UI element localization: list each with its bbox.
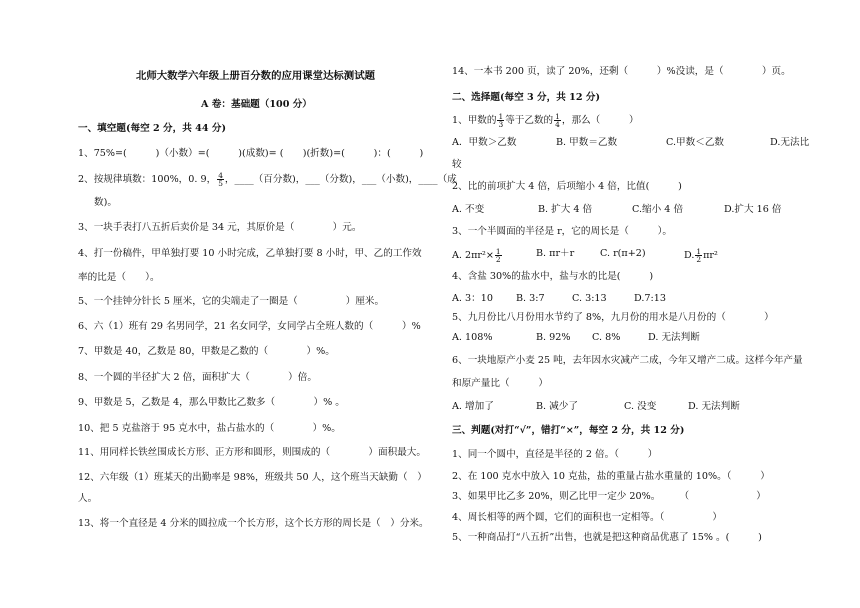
fill-question-14: 14、一本书 200 页，读了 20%，还剩（ ）%没读，是（ ）页。 [452,66,791,77]
option-b: B. 减少了 [536,401,578,412]
fill-question-2-wrap: 数)。 [94,197,117,208]
judge-question-1: 1、同一个圆中，直径是半径的 2 倍。（ ） [452,449,658,460]
option-a [452,248,503,263]
fraction-denominator: 2 [495,255,501,264]
option-b: B. 扩大 4 倍 [538,204,593,215]
choice-question-5: 5、九月份比八月份用水节约了 8%，九月份的用水是八月份的（ ） [452,312,774,323]
fill-question-7: 7、甲数是 40，乙数是 80，甲数是乙数的（ ）%。 [78,346,335,357]
fill-question-5: 5、一个挂钟分针长 5 厘米，它的尖端走了一圈是（ ）厘米。 [78,296,385,307]
option-d-prefix: D. [684,250,695,261]
fraction-one-half [495,248,502,263]
choice-question-1-text-b: 等于乙数的 [505,115,554,126]
option-d-suffix: πr² [703,250,718,261]
option-a: A. 增加了 [452,401,494,412]
fraction-denominator: 5 [218,179,223,188]
section-judge-heading: 三、判题(对打“√”，错打“×”，每空 2 分，共 12 分) [452,425,685,436]
choice-question-1-text-c: ，那么（ ） [561,115,639,126]
fraction-one-third [497,113,504,128]
fraction-numerator: 1 [498,112,504,121]
fill-question-11: 11、用同样长铁丝围成长方形、正方形和圆形，则围成的（ ）面积最大。 [78,447,426,458]
choice-question-6: 6、一块地原产小麦 25 吨，去年因水灾减产二成，今年又增产二成。这样今年产量 [452,355,803,366]
fill-question-1: 1、75%=( )（小数）=( )(成数)= ( )(折数)=( )：( ) [78,148,424,159]
choice-question-2: 2、比的前项扩大 4 倍，后项缩小 4 倍，比值( ) [452,181,682,192]
choice-question-1 [452,113,639,128]
option-b: B. 甲数＝乙数 [556,137,618,148]
fill-question-13: 13、将一个直径是 4 分米的圆拉成一个长方形，这个长方形的周长是（ ）分米。 [78,518,429,529]
choice-question-4: 4、含盐 30%的盐水中，盐与水的比是( ) [452,271,654,282]
option-a: A. 3：10 [452,293,493,304]
choice-question-1-text-a: 1、甲数的 [452,115,497,126]
option-c: C. 没变 [624,401,657,412]
fill-question-2 [78,172,457,187]
option-d: D.无法比 [770,137,810,148]
fill-question-9: 9、甲数是 5，乙数是 4，那么甲数比乙数多（ ）% 。 [78,397,345,408]
option-b: B. πr＋r [536,248,575,259]
section-choice-heading: 二、选择题(每空 3 分，共 12 分) [452,92,600,103]
page-subtitle: A 卷：基础题（100 分） [201,99,312,110]
option-c: C. 3:13 [572,293,607,304]
option-b: B. 92% [536,332,571,343]
option-c: C.甲数＜乙数 [666,137,725,148]
option-a: A. 不变 [452,204,485,215]
option-c: C. 8% [592,332,621,343]
fill-question-12-wrap: 人。 [78,493,98,504]
option-d: D. 无法判断 [688,401,740,412]
page-title: 北师大数学六年级上册百分数的应用课堂达标测试题 [136,70,375,82]
fraction-one-half [695,248,702,263]
option-d: D.7:13 [634,293,666,304]
fraction-denominator: 3 [498,120,504,129]
option-c: C. r(π+2) [600,248,646,259]
fraction-denominator: 4 [555,120,560,129]
fraction-numerator: 1 [696,247,702,256]
fraction-four-fifths [217,172,224,187]
choice-question-3: 3、一个半圆面的半径是 r，它的周长是（ ）。 [452,226,673,237]
judge-question-4: 4、周长相等的两个圆，它们的面积也一定相等。（ ） [452,512,722,523]
fill-question-2-text-b: ，____（百分数)，___（分数)，___（小数)，____（成 [224,174,457,185]
fraction-numerator: 1 [495,247,501,256]
fill-question-3: 3、一块手表打八五折后卖价是 34 元，其原价是（ ）元。 [78,222,362,233]
option-d: D.扩大 16 倍 [724,204,782,215]
fill-question-8: 8、一个圆的半径扩大 2 倍，面积扩大（ ）倍。 [78,372,317,383]
judge-question-2: 2、在 100 克水中放入 10 克盐，盐的重量占盐水重量的 10%。（ ） [452,471,770,482]
choice-question-6-wrap: 和原产量比（ ） [452,378,548,389]
judge-question-3: 3、如果甲比乙多 20%，则乙比甲一定少 20%。 （ ） [452,491,766,502]
fraction-numerator: 1 [555,112,560,121]
fill-question-10: 10、把 5 克盐溶于 95 克水中，盐占盐水的（ ）%。 [78,423,341,434]
choice-question-1-wrap: 较 [452,159,462,170]
option-d: D. 无法判断 [648,332,700,343]
option-b: B. 3:7 [516,293,545,304]
judge-question-5: 5、一种商品打“八五折”出售，也就是把这种商品优惠了 15% 。( ) [452,532,762,543]
option-a: A. 108% [452,332,493,343]
fraction-numerator: 4 [218,171,223,180]
fill-question-12: 12、六年级（1）班某天的出勤率是 98%，班级共 50 人，这个班当天缺勤（ ） [78,472,427,483]
fill-question-6: 6、六（1）班有 29 名男同学，21 名女同学，女同学占全班人数的（ ）% [78,321,421,332]
section-fill-heading: 一、填空题(每空 2 分，共 44 分) [78,123,226,134]
option-a: A．甲数＞乙数 [452,137,517,148]
option-c: C.缩小 4 倍 [632,204,684,215]
fill-question-4-wrap: 率的比是（ ）。 [78,272,160,283]
option-d [684,248,718,263]
fraction-one-fourth [554,113,561,128]
fill-question-4: 4、打一份稿件，甲单独打要 10 小时完成，乙单独打要 8 小时，甲、乙的工作效 [78,248,422,259]
fraction-denominator: 2 [696,255,702,264]
fill-question-2-text-a: 2、按规律填数：100%，0. 9， [78,174,217,185]
option-a-text: A. 2πr²× [452,250,494,261]
